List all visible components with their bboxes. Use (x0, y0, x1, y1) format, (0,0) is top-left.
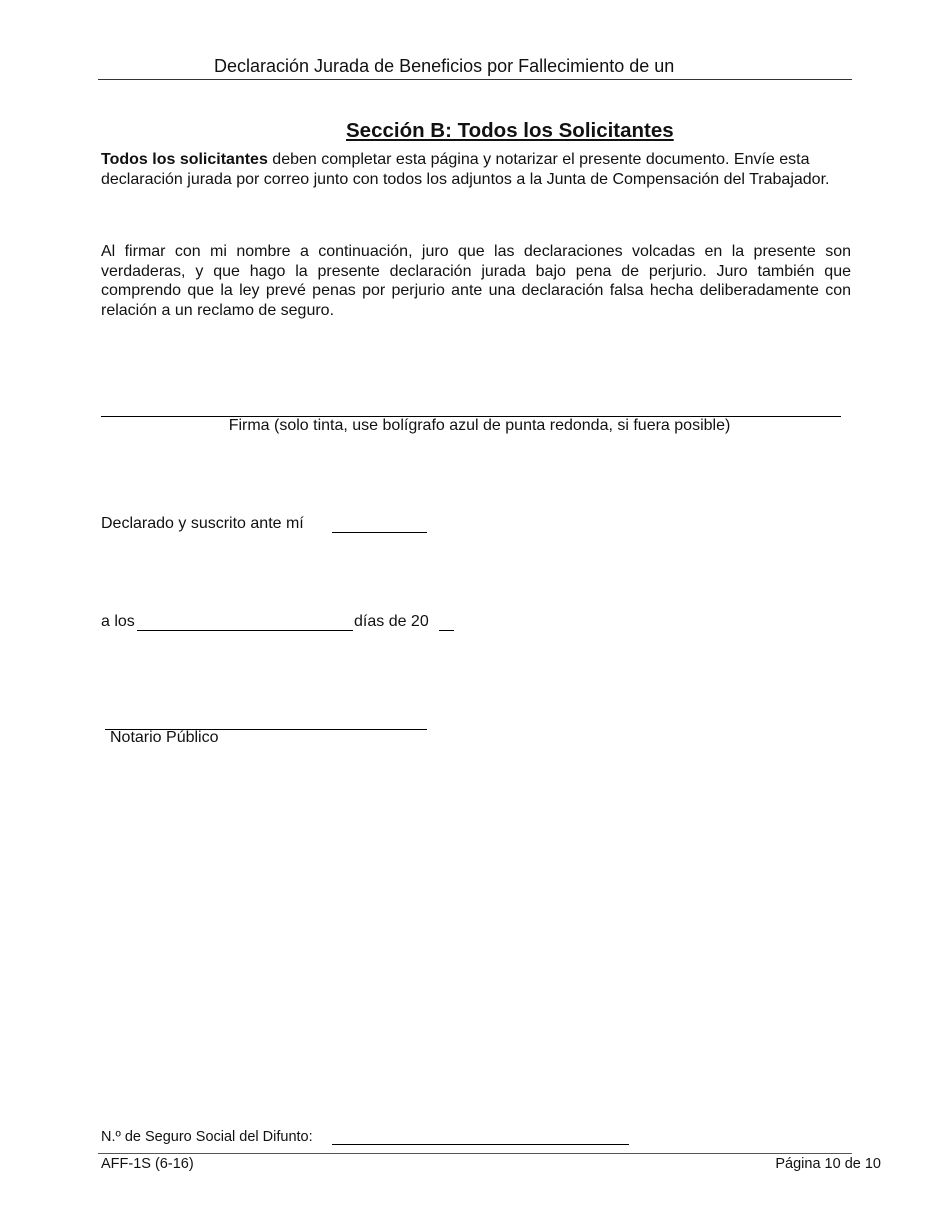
footer-divider (98, 1153, 852, 1154)
notary-label: Notario Público (110, 729, 219, 746)
ssn-label: N.º de Seguro Social del Difunto: (101, 1129, 313, 1145)
declared-before-field[interactable] (332, 532, 427, 533)
oath-paragraph: Al firmar con mi nombre a continuación, juro que las declaraciones volcadas en la presente son verdaderas, y que hago la presente declaración jurada bajo pena de perjurio. Juro también que comprendo que la ley prevé penas por perjurio ante una declaración falsa hecha deliberadamente con relación a un reclamo de seguro. (101, 243, 851, 320)
intro-text: deben completar esta página y notarizar el presente documento. Envíe esta declaración jurada por correo junto con todos los adjuntos a la Junta de Compensación del Trabajador. (101, 151, 830, 188)
signature-caption: Firma (solo tinta, use bolígrafo azul de punta redonda, si fuera posible) (228, 417, 731, 434)
day-field[interactable] (137, 630, 353, 631)
form-code: AFF-1S (6-16) (101, 1156, 194, 1172)
day-suffix-label: días de 20 (354, 613, 429, 630)
section-title: Sección B: Todos los Solicitantes (346, 119, 674, 142)
declared-before-label: Declarado y suscrito ante mí (101, 515, 304, 532)
header-divider (98, 79, 852, 80)
intro-paragraph (101, 150, 851, 189)
page-number: Página 10 de 10 (775, 1156, 881, 1172)
day-prefix-label: a los (101, 613, 135, 630)
document-header-title: Declaración Jurada de Beneficios por Fallecimiento de un (214, 56, 675, 76)
intro-bold-lead: Todos los solicitantes (101, 151, 268, 168)
year-field[interactable] (439, 630, 454, 631)
ssn-field[interactable] (332, 1144, 629, 1145)
